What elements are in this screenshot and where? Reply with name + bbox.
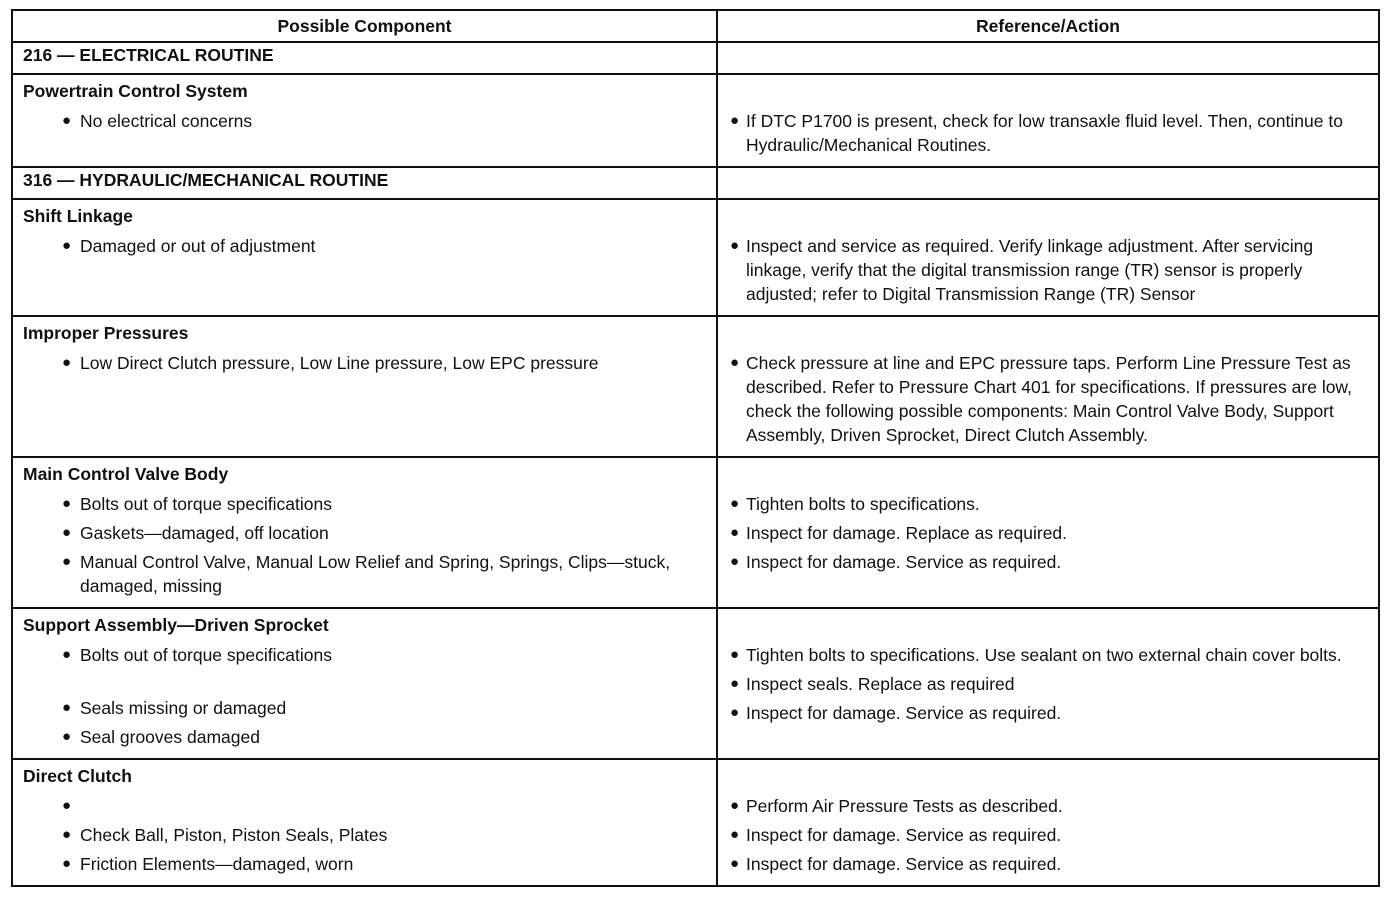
bullet-icon: ● [62, 553, 72, 570]
component-item: ● Check Ball, Piston, Piston Seals, Plates [62, 825, 388, 845]
bullet-icon: ● [62, 112, 72, 129]
action-item: ● Inspect and service as required. Verify linkage adjustment. After servicing linkage, verify that the digital transmission range (TR) sensor is properly adjusted; refer to Digital Transmission Range (TR) Sensor [730, 236, 1314, 304]
action-item: ● Tighten bolts to specifications. [730, 494, 980, 514]
bullet-icon: ● [62, 699, 72, 716]
bullet-icon: ● [730, 524, 740, 541]
component-title: Direct Clutch [23, 766, 132, 786]
component-title: Improper Pressures [23, 323, 189, 343]
action-item: ● Check pressure at line and EPC pressure taps. Perform Line Pressure Test as described. Refer to Pressure Chart 401 for specifications. If pressures are low, check the following possible components: Main Control Valve Body, Support Assembly, Driven Sprocket, Direct Clutch Assembly. [730, 353, 1352, 445]
component-item: ● Damaged or out of adjustment [62, 236, 316, 256]
bullet-icon: ● [730, 112, 740, 129]
action-item: ● Inspect for damage. Service as required. [730, 703, 1062, 723]
component-group-direct-clutch [12, 759, 1379, 886]
component-item: ● Low Direct Clutch pressure, Low Line pressure, Low EPC pressure [62, 353, 599, 373]
action-item: ● Inspect for damage. Replace as required. [730, 523, 1068, 543]
action-item: ● Inspect seals. Replace as required [730, 674, 1015, 694]
component-item: ● Bolts out of torque specifications [62, 645, 332, 665]
component-item [13, 794, 716, 818]
component-item: ● Seal grooves damaged [62, 727, 260, 747]
component-group-main-control-valve-body [12, 457, 1379, 608]
bullet-icon: ● [730, 495, 740, 512]
component-title: Support Assembly—Driven Sprocket [23, 615, 329, 635]
bullet-icon: ● [730, 704, 740, 721]
bullet-icon: ● [62, 354, 72, 371]
action-item: ● Inspect for damage. Service as required. [730, 825, 1062, 845]
routine-title: 216 — ELECTRICAL ROUTINE [12, 42, 717, 74]
component-item: ● Bolts out of torque specifications [62, 494, 332, 514]
bullet-icon: ● [62, 826, 72, 843]
bullet-icon: ● [62, 495, 72, 512]
bullet-icon: ● [730, 797, 740, 814]
bullet-icon: ● [62, 237, 72, 254]
action-item: ● Inspect for damage. Service as required. [730, 552, 1062, 572]
component-title: Shift Linkage [23, 206, 133, 226]
component-item: ● Friction Elements—damaged, worn [62, 854, 354, 874]
component-group-support-assembly [12, 608, 1379, 759]
component-item: ● Seals missing or damaged [62, 698, 287, 718]
diagnosis-table [11, 9, 1380, 887]
component-item: ● Manual Control Valve, Manual Low Relief and Spring, Springs, Clips—stuck, damaged, missing [62, 552, 671, 596]
component-item: ● Gaskets—damaged, off location [62, 523, 329, 543]
routine-blank [717, 167, 1379, 199]
action-item: ● Tighten bolts to specifications. Use sealant on two external chain cover bolts. [730, 645, 1342, 665]
routine-blank [717, 42, 1379, 74]
bullet-icon: ● [730, 646, 740, 663]
bullet-icon: ● [730, 237, 740, 254]
bullet-icon: ● [730, 855, 740, 872]
component-title: Powertrain Control System [23, 81, 248, 101]
bullet-icon: ● [730, 354, 740, 371]
routine-row-316 [12, 167, 1379, 199]
routine-row-216 [12, 42, 1379, 74]
bullet-icon: ● [62, 797, 72, 814]
bullet-icon: ● [730, 826, 740, 843]
component-group-powertrain [12, 74, 1379, 167]
component-item: ● No electrical concerns [62, 111, 253, 131]
routine-title: 316 — HYDRAULIC/MECHANICAL ROUTINE [12, 167, 717, 199]
action-item: ● If DTC P1700 is present, check for low transaxle fluid level. Then, continue to Hydraulic/Mechanical Routines. [730, 111, 1343, 155]
component-group-shift-linkage [12, 199, 1379, 316]
header-reference-action: Reference/Action [717, 10, 1379, 42]
bullet-icon: ● [730, 553, 740, 570]
bullet-icon: ● [62, 646, 72, 663]
bullet-icon: ● [62, 524, 72, 541]
header-possible-component: Possible Component [12, 10, 717, 42]
component-title: Main Control Valve Body [23, 464, 229, 484]
bullet-icon: ● [730, 675, 740, 692]
bullet-icon: ● [62, 728, 72, 745]
action-item: ● Inspect for damage. Service as required. [730, 854, 1062, 874]
component-group-improper-pressures [12, 316, 1379, 457]
bullet-icon: ● [62, 855, 72, 872]
header-row [12, 10, 1379, 42]
action-item: ● Perform Air Pressure Tests as described. [730, 796, 1063, 816]
